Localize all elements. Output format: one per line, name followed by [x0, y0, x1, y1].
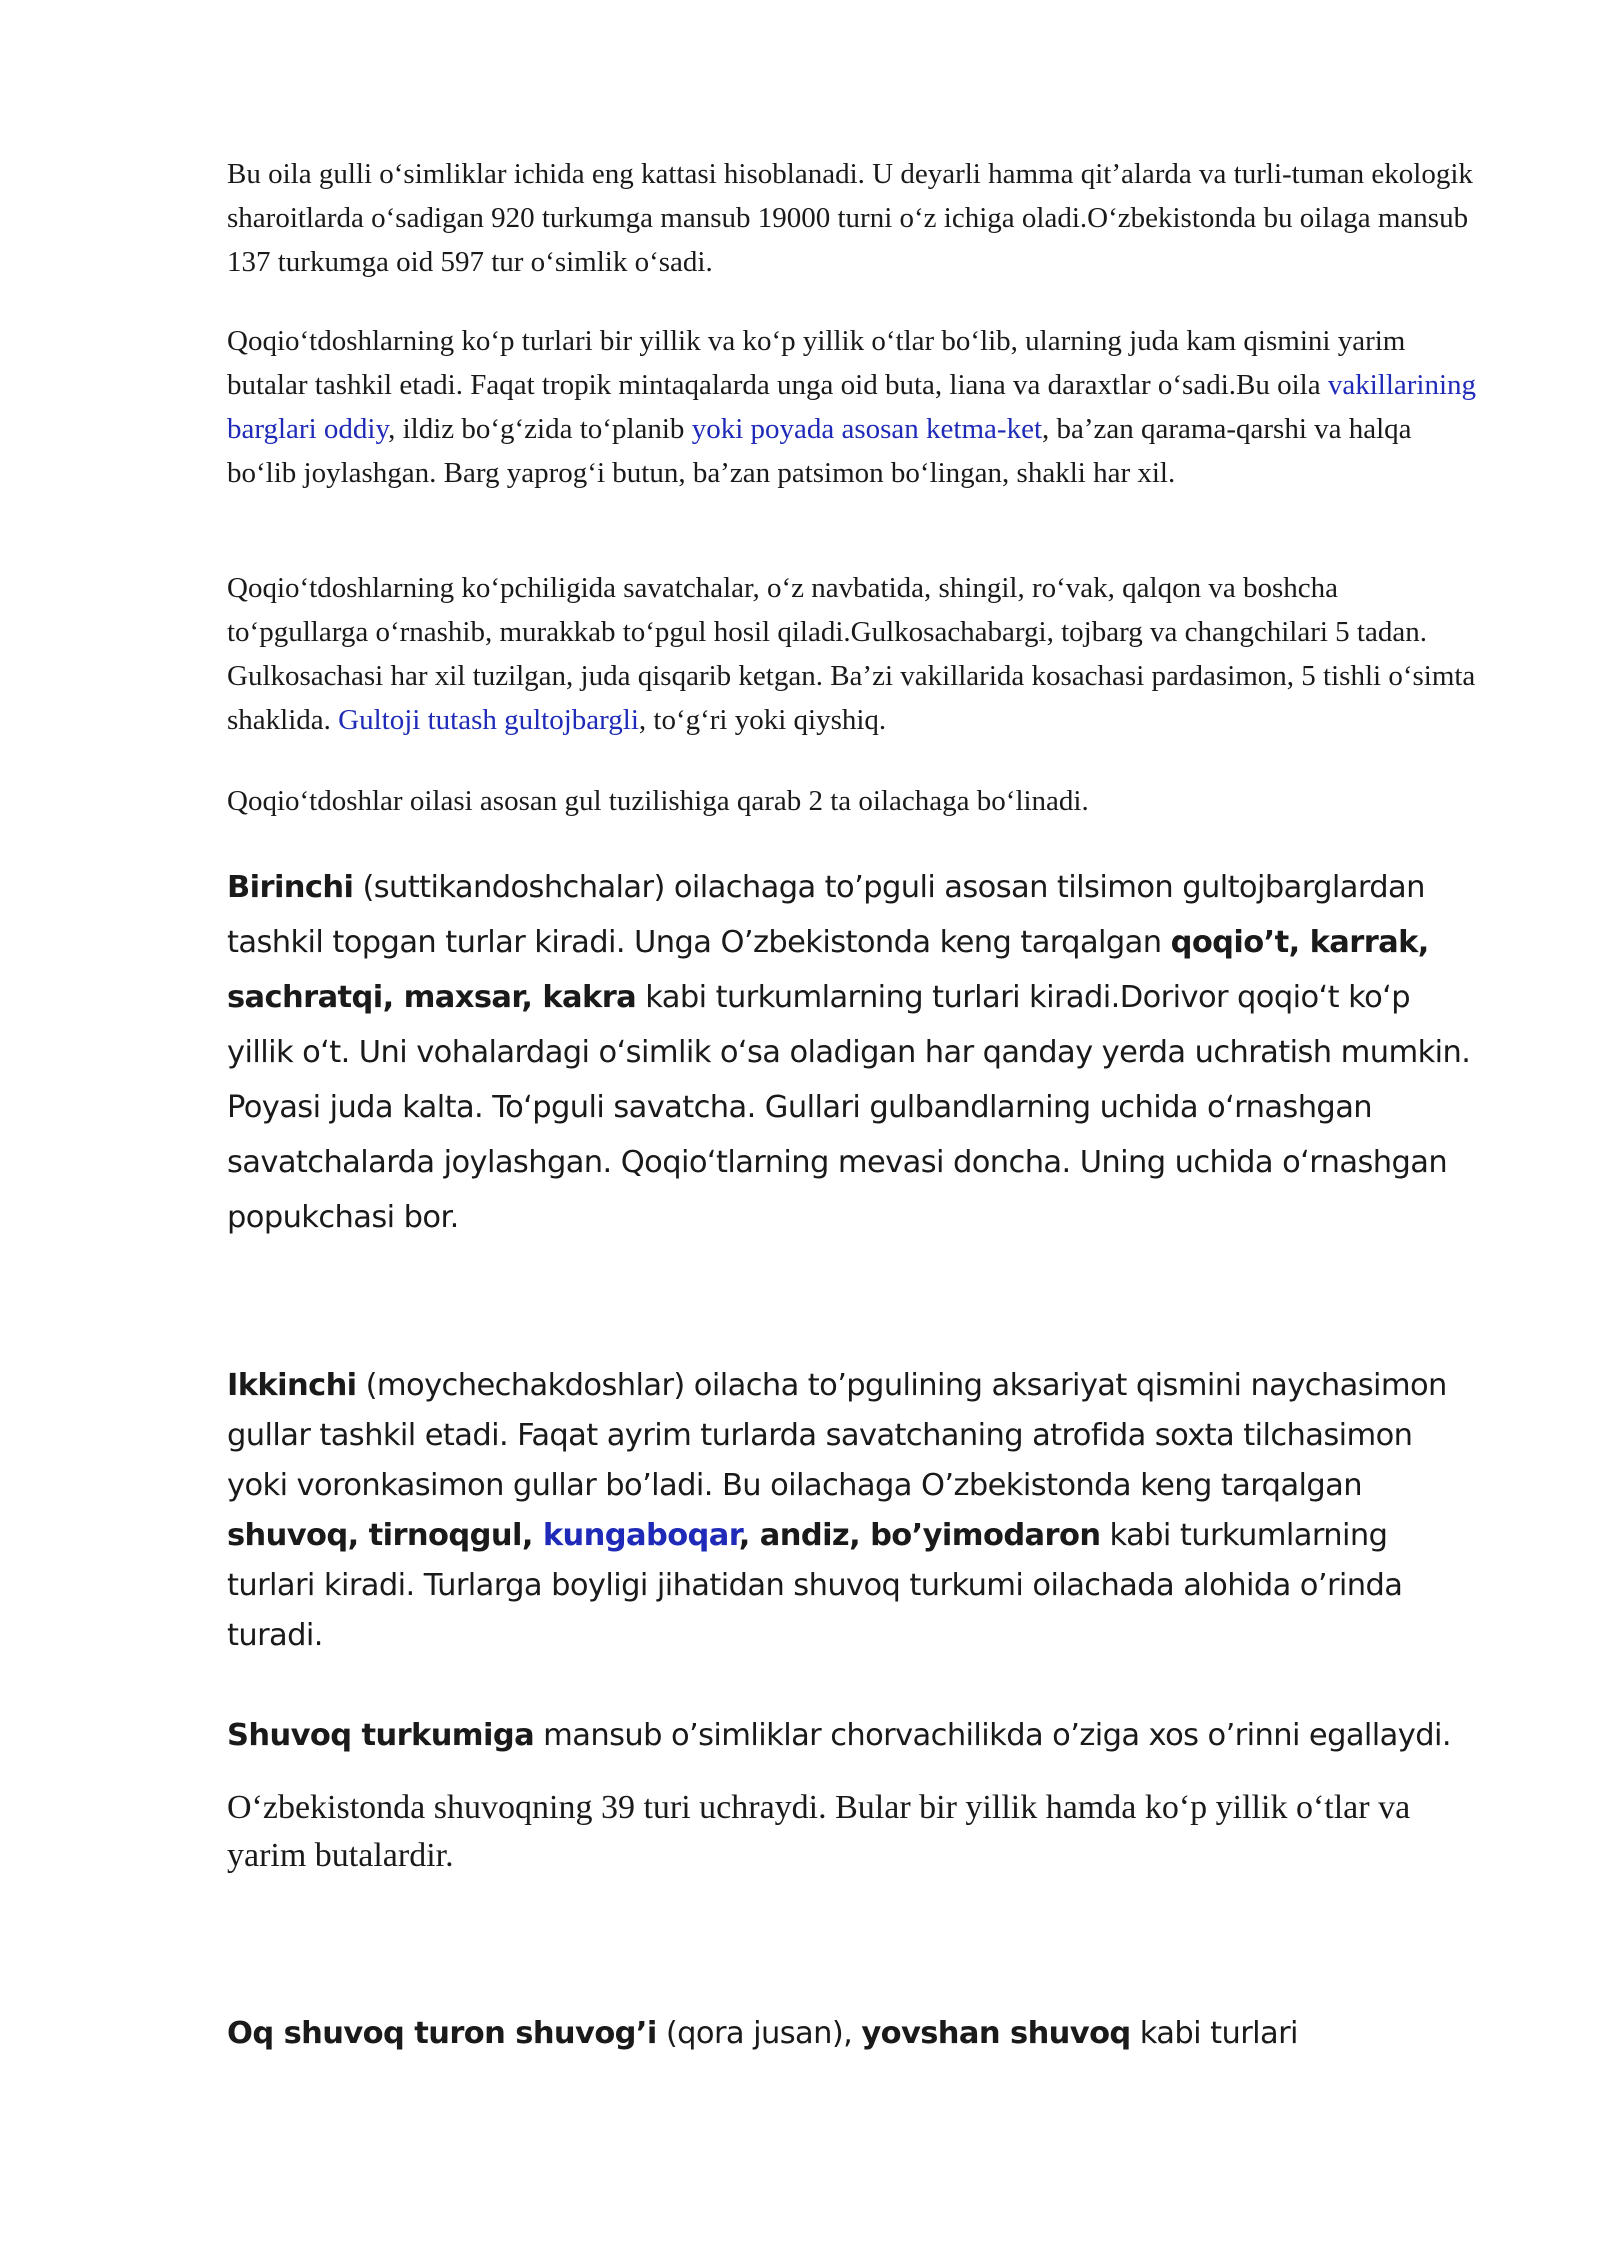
paragraph-text: Qoqioʻtdoshlar oilasi asosan gul tuzilishiga qarab 2 ta oilachaga boʻlinadi.	[227, 785, 1089, 817]
bold-genera: , andiz, bo’yimodaron	[738, 1518, 1101, 1553]
paragraph-text: , toʻgʻri yoki qiyshiq.	[638, 704, 887, 736]
paragraph-text: , ildiz boʻgʻzida toʻplanib	[388, 413, 692, 445]
link-leaves-simple[interactable]: vakillarining barglari oddiy	[227, 369, 1477, 445]
paragraph-text: Qoqioʻtdoshlarning koʻp turlari bir yillik va koʻp yillik oʻtlar boʻlib, ularning juda kam qismini yarim butalar tashkil etadi. Faqat tropik mintaqalarda unga oid buta, liana va daraxtlar oʻsadi.Bu oila	[227, 325, 1406, 401]
paragraph-first-subfamily	[227, 860, 1477, 1245]
paragraph-shuvoq-types	[227, 2006, 1477, 2061]
paragraph-shuvoq-genus	[227, 1708, 1477, 1763]
paragraph-family-intro	[227, 152, 1477, 284]
paragraph-text: kabi turkumlarning turlari kiradi.Dorivor qoqioʻt koʻp yillik oʻt. Uni vohalardagi oʻsimlik oʻsa oladigan har qanday yerda uchratish mumkin. Poyasi juda kalta. Toʻpguli savatcha. Gullari gulbandlarning uchida oʻrnashgan savatchalarda joylashgan. Qoqioʻtlarning mevasi doncha. Uning uchida oʻrnashgan popukchasi bor.	[227, 980, 1471, 1235]
bold-genera: qoqio’t, karrak, sachratqi, maxsar, kakra	[227, 925, 1429, 1015]
link-corolla[interactable]: Gultoji tutash gultojbargli	[338, 704, 639, 736]
paragraph-text: kabi turlari	[1130, 2016, 1298, 2051]
bold-term: Ikkinchi	[227, 1368, 357, 1403]
paragraph-text: Bu oila gulli oʻsimliklar ichida eng kattasi hisoblanadi. U deyarli hamma qitʼalarda va turli-tuman ekologik sharoitlarda oʻsadigan 920 turkumga mansub 19000 turni oʻz ichiga oladi.Oʻzbekistonda bu oilaga mansub 137 turkumga oid 597 tur oʻsimlik oʻsadi.	[227, 158, 1473, 278]
bold-genera: shuvoq, tirnoqgul,	[227, 1518, 543, 1553]
bold-term: yovshan shuvoq	[861, 2016, 1131, 2051]
paragraph-text: Qoqioʻtdoshlarning koʻpchiligida savatchalar, oʻz navbatida, shingil, roʻvak, qalqon va boshcha toʻpgullarga oʻrnashib, murakkab toʻpgul hosil qiladi.Gulkosachabargi, tojbarg va changchilari 5 tadan. Gulkosachasi har xil tuzilgan, juda qisqarib ketgan. Baʼzi vakillarida kosachasi pardasimon, 5 tishli oʻsimta shaklida.	[227, 572, 1476, 736]
paragraph-text: (qora jusan),	[656, 2016, 862, 2051]
paragraph-life-forms	[227, 319, 1477, 495]
paragraph-inflorescence	[227, 566, 1477, 742]
paragraph-text: Oʻzbekistonda shuvoqning 39 turi uchraydi. Bular bir yillik hamda koʻp yillik oʻtlar va yarim butalardir.	[227, 1789, 1411, 1874]
paragraph-text: (suttikandoshchalar) oilachaga to’pguli asosan tilsimon gultojbarglardan tashkil topgan turlar kiradi. Unga O’zbekistonda keng tarqalgan	[227, 870, 1425, 960]
paragraph-text: , baʼzan qarama-qarshi va halqa boʻlib joylashgan. Barg yaprogʻi butun, baʼzan patsimon boʻlingan, shakli har xil.	[227, 413, 1412, 489]
paragraph-text: mansub o’simliklar chorvachilikda o’ziga xos o’rinni egallaydi.	[534, 1718, 1451, 1753]
link-alternate-arrangement[interactable]: yoki poyada asosan ketma-ket	[691, 413, 1042, 445]
paragraph-text: kabi turkumlarning turlari kiradi. Turlarga boyligi jihatidan shuvoq turkumi oilachada alohida o’rinda turadi.	[227, 1518, 1403, 1653]
link-kungaboqar[interactable]: kungaboqar	[542, 1518, 739, 1553]
bold-term: Shuvoq turkumiga	[227, 1718, 535, 1753]
bold-term: Birinchi	[227, 870, 354, 905]
bold-term: Oq shuvoq turon shuvog’i	[227, 2016, 657, 2051]
paragraph-shuvoq-species	[227, 1784, 1477, 1880]
paragraph-second-subfamily	[227, 1361, 1477, 1661]
paragraph-text: (moychechakdoshlar) oilacha to’pgulining aksariyat qismini naychasimon gullar tashkil etadi. Faqat ayrim turlarda savatchaning atrofida soxta tilchasimon yoki voronkasimon gullar bo’ladi. Bu oilachaga O’zbekistonda keng tarqalgan	[227, 1368, 1447, 1503]
paragraph-subfamilies	[227, 779, 1477, 823]
